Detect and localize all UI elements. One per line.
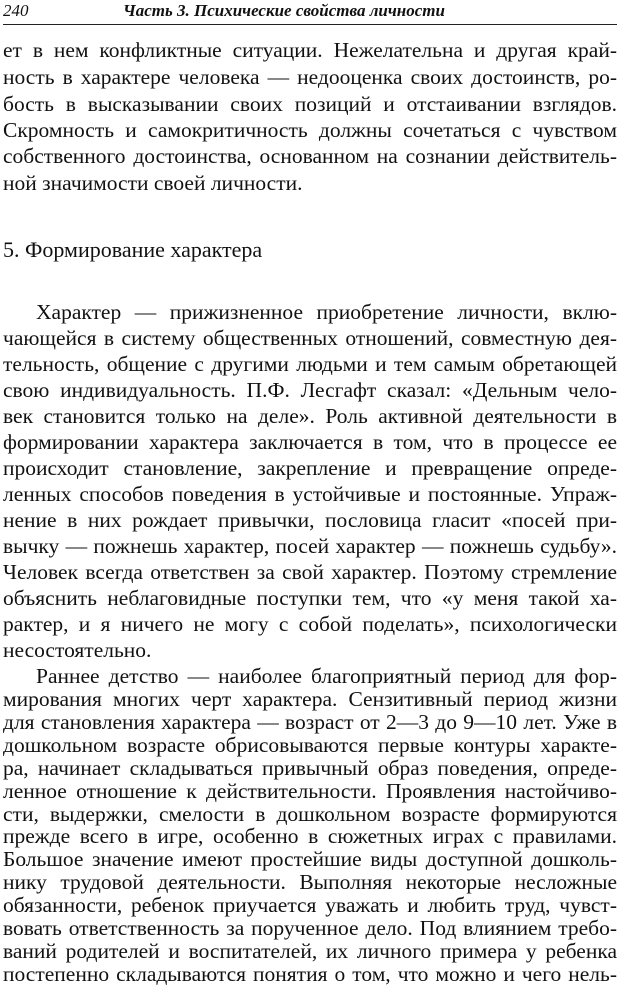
text-line: нение в них рождает привычки, пословица гласит «посей при- — [3, 508, 617, 532]
text-line: Характер — прижизненное приобретение личности, вклю- — [36, 300, 617, 324]
text-line: свою индивидуальность. П.Ф. Лесгафт сказал: «Дельным чело- — [3, 378, 617, 402]
text-line: прежде всего в игре, особенно в сюжетных играх с правилами. — [3, 824, 617, 849]
text-line: дошкольном возрасте обрисовываются первые контуры характе- — [3, 732, 617, 757]
text-line: для становления характера — возраст от 2—3 до 9—10 лет. Уже в — [3, 709, 617, 734]
text-line: несостоятельно. — [3, 638, 152, 662]
text-line: постепенно складываются понятия о том, что можно и чего нель- — [3, 962, 617, 986]
text-line: Человек всегда ответствен за свой характер. Поэтому стремление — [3, 560, 617, 584]
text-line: Раннее детство — наиболее благоприятный период для фор- — [36, 664, 617, 688]
text-line: ной значимости своей личности. — [3, 171, 303, 195]
text-line: рактер, и я ничего не могу с собой поделать», психологически — [3, 612, 617, 636]
text-line: сти, выдержки, смелости в дошкольном возрасте формируются — [3, 801, 617, 826]
text-line: Большое значение имеют простейшие виды доступной дошколь- — [3, 847, 617, 872]
running-title: Часть 3. Психические свойства личности — [123, 1, 445, 20]
text-line: нику трудовой деятельности. Выполняя некоторые несложные — [3, 870, 617, 895]
section-heading: 5. Формирование характера — [3, 237, 263, 262]
text-line: Скромность и самокритичность должны сочетаться с чувством — [3, 118, 617, 142]
text-line: собственного достоинства, основанном на сознании действитель- — [3, 144, 617, 168]
text-line: ваний родителей и воспитателей, их личного примера у ребенка — [3, 939, 617, 964]
text-line: бость в высказывании своих позиций и отстаивании взглядов. — [3, 92, 617, 116]
header-rule — [3, 24, 617, 25]
page-header — [0, 0, 620, 26]
text-line: вычку — пожнешь характер, посей характер — пожнешь судьбу». — [3, 534, 617, 558]
text-line: тельность, общение с другими людьми и тем самым обретающей — [3, 352, 617, 376]
text-line: мирования многих черт характера. Сензитивный период жизни — [3, 686, 617, 711]
text-line: происходит становление, закрепление и превращение опреде- — [3, 456, 617, 480]
text-line: обязанности, ребенок приучается уважать и любить труд, чувст- — [3, 893, 617, 918]
text-line: ет в нем конфликтные ситуации. Нежелательна и другая край- — [3, 38, 617, 62]
page-number: 240 — [3, 1, 29, 20]
text-line: вовать ответственность за порученное дело. Под влиянием требо- — [3, 916, 617, 941]
text-line: объяснить неблаговидные поступки тем, что «у меня такой ха- — [3, 586, 617, 610]
text-line: ность в характере человека — недооценка своих достоинств, ро- — [3, 65, 617, 89]
text-line: ра, начинает складываться привычный образ поведения, опреде- — [3, 755, 617, 780]
text-line: ленное отношение к действительности. Проявления настойчиво- — [3, 778, 617, 803]
text-line: ленных способов поведения в устойчивые и постоянные. Упраж- — [3, 482, 617, 506]
text-line: чающейся в систему общественных отношений, совместную дея- — [3, 326, 617, 350]
text-line: формировании характера заключается в том, что в процессе ее — [3, 430, 617, 454]
text-line: век становится только на деле». Роль активной деятельности в — [3, 404, 617, 428]
